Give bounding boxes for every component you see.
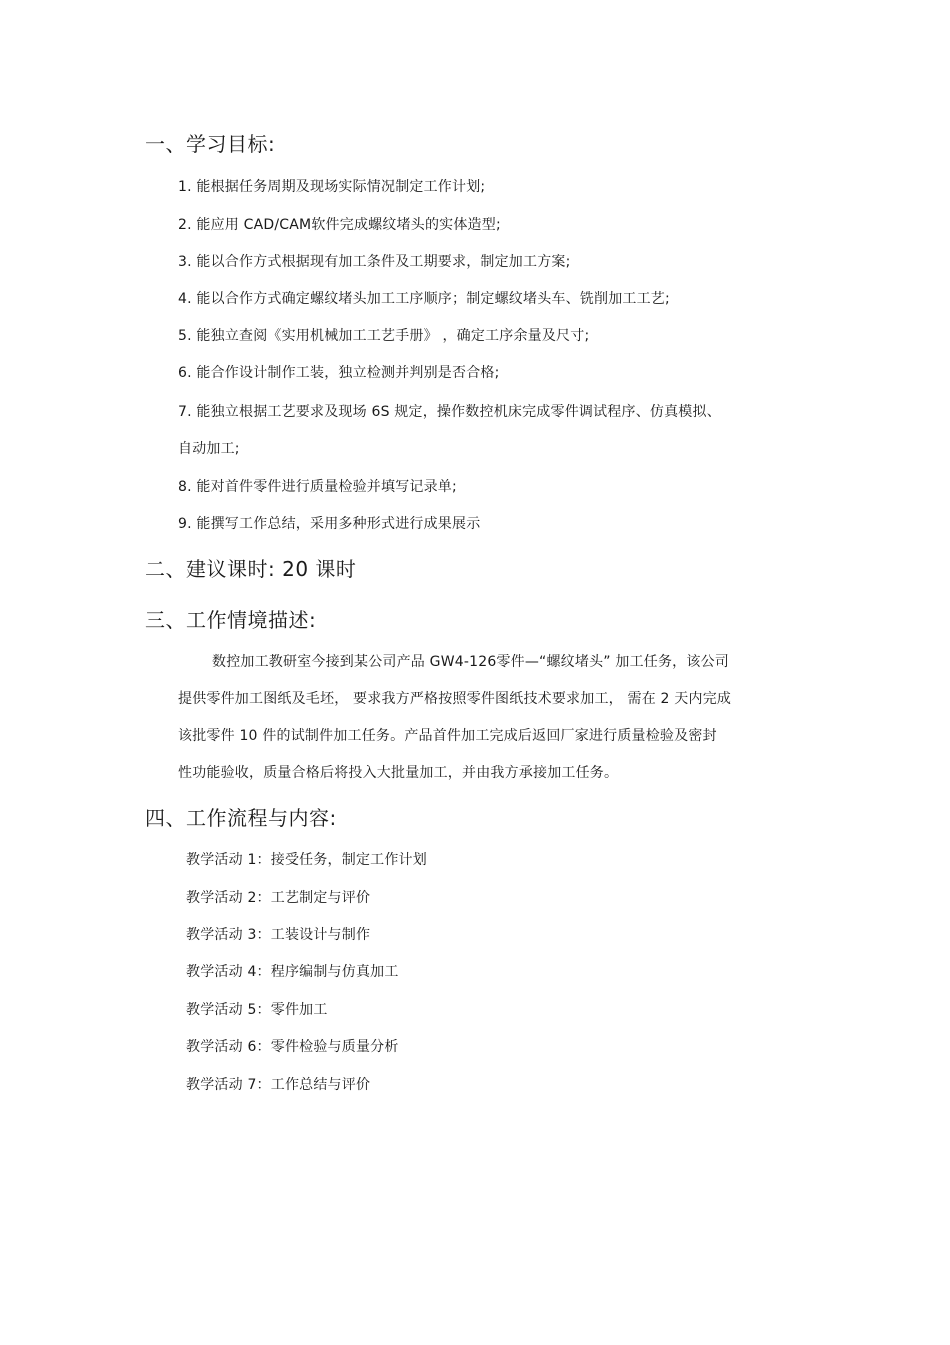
goal-item-4: 4. 能以合作方式确定螺纹堵头加工工序顺序；制定螺纹堵头车、铣削加工工艺; bbox=[178, 291, 670, 307]
workflow-item-5: 教学活动 5：零件加工 bbox=[186, 1002, 328, 1018]
scenario-line-2: 提供零件加工图纸及毛坯， 要求我方严格按照零件图纸技术要求加工， 需在 2 天内完成 bbox=[178, 691, 732, 707]
goal-item-7: 7. 能独立根据工艺要求及现场 6S 规定，操作数控机床完成零件调试程序、仿真模拟、 bbox=[178, 404, 721, 420]
workflow-item-2: 教学活动 2：工艺制定与评价 bbox=[186, 890, 371, 906]
scenario-line-1: 数控加工教研室今接到某公司产品 GW4-126零件—“螺纹堵头” 加工任务，该公司 bbox=[212, 654, 729, 670]
workflow-item-1: 教学活动 1：接受任务，制定工作计划 bbox=[186, 852, 427, 868]
workflow-item-3: 教学活动 3：工装设计与制作 bbox=[186, 927, 371, 943]
workflow-item-7: 教学活动 7：工作总结与评价 bbox=[186, 1077, 371, 1093]
goal-item-1: 1. 能根据任务周期及现场实际情况制定工作计划; bbox=[178, 179, 486, 195]
goal-item-7-continued: 自动加工; bbox=[178, 441, 240, 457]
section-heading-scenario: 三、工作情境描述: bbox=[145, 608, 317, 632]
goal-item-6: 6. 能合作设计制作工装，独立检测并判别是否合格; bbox=[178, 365, 500, 381]
section-heading-workflow: 四、工作流程与内容: bbox=[145, 806, 337, 830]
goal-item-2: 2. 能应用 CAD/CAM软件完成螺纹堵头的实体造型; bbox=[178, 217, 501, 233]
goal-item-3: 3. 能以合作方式根据现有加工条件及工期要求，制定加工方案; bbox=[178, 254, 571, 270]
workflow-item-4: 教学活动 4：程序编制与仿真加工 bbox=[186, 964, 399, 980]
goal-item-8: 8. 能对首件零件进行质量检验并填写记录单; bbox=[178, 479, 457, 495]
section-heading-goals: 一、学习目标: bbox=[145, 132, 276, 156]
scenario-line-3: 该批零件 10 件的试制件加工任务。产品首件加工完成后返回厂家进行质量检验及密封 bbox=[178, 728, 717, 744]
scenario-line-4: 性功能验收，质量合格后将投入大批量加工，并由我方承接加工任务。 bbox=[178, 765, 619, 781]
section-heading-hours: 二、建议课时: 20 课时 bbox=[145, 557, 357, 581]
goal-item-5: 5. 能独立查阅《实用机械加工工艺手册》 ，确定工序余量及尺寸; bbox=[178, 328, 590, 344]
workflow-item-6: 教学活动 6：零件检验与质量分析 bbox=[186, 1039, 399, 1055]
goal-item-9: 9. 能撰写工作总结，采用多种形式进行成果展示 bbox=[178, 516, 481, 532]
